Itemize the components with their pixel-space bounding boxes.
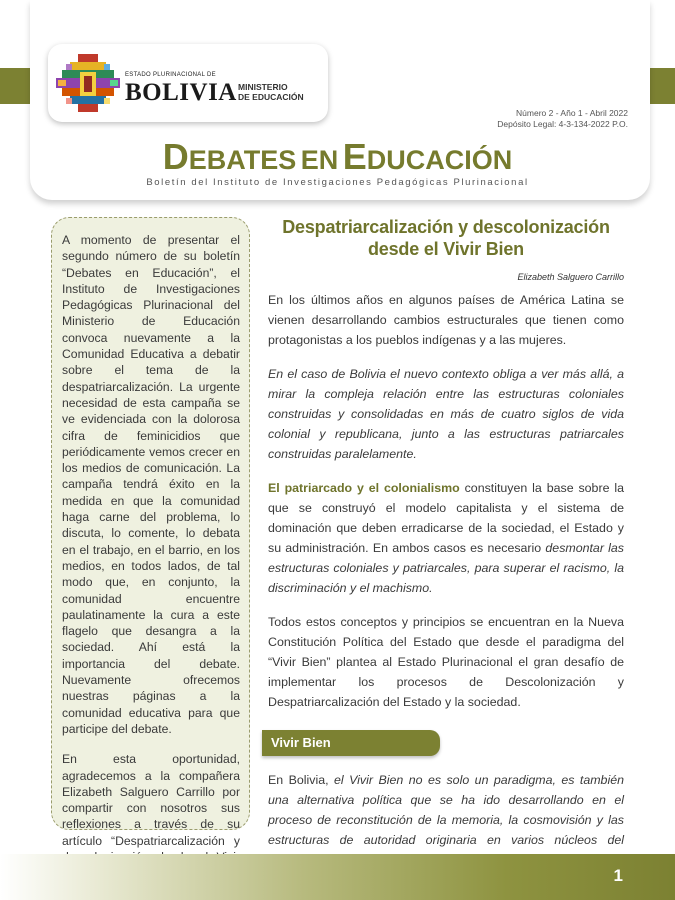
bolivia-emblem-icon [56, 54, 120, 114]
masthead-word3: DUCACIÓN [366, 145, 513, 175]
article-title-line1: Despatriarcalización y descolonización [282, 217, 610, 237]
masthead-title [0, 136, 675, 178]
article-title-line2: desde el Vivir Bien [368, 239, 524, 259]
article-author: Elizabeth Salguero Carrillo [517, 272, 624, 282]
masthead-word2: EN [300, 145, 339, 175]
footer-band [0, 854, 675, 900]
article-paragraph-1: En los últimos años en algunos países de América Latina se vienen desarrollando cambios estructurales que tienen como protagonistas a los pueblos indígenas y a las mujeres. [268, 293, 624, 347]
paragraph-5-text: En Bolivia, [268, 773, 335, 787]
country-name: BOLIVIA [125, 79, 237, 106]
editorial-sidebar [51, 217, 250, 848]
section-heading-vivir-bien: Vivir Bien [262, 730, 440, 756]
paragraph-5-italic: el Vivir Bien no es solo un paradigma, es también una alternativa política que se ha ido desarrollando en el proceso de reconstitución de la memoria, la cosmovisión y las estructuras de autoridad originaria en varios núcleos del [268, 773, 624, 847]
article-paragraph-4: Todos estos conceptos y principios se encuentran en la Nueva Constitución Política del Estado que desde el paradigma del “Vivir Bien” plantea al Estado Plurinacional el gran desafío de implementar los procesos de Descolonización y Despatriarcalización del Estado y la sociedad. [268, 615, 624, 709]
article-paragraph-3 [268, 478, 624, 598]
page-number: 1 [613, 866, 623, 885]
estado-label: ESTADO PLURINACIONAL DE [125, 72, 216, 78]
paragraph-3-italic: desmontar las estructuras coloniales y patriarcales, para superar el racismo, la discriminación y el machismo. [268, 541, 624, 595]
ministry-name [238, 82, 304, 102]
issue-info [497, 108, 628, 130]
article-paragraph-2: En el caso de Bolivia el nuevo contexto obliga a ver más allá, a mirar la compleja relación entre las estructuras coloniales construidas y consolidadas en más de cuatro siglos de vida colonial y republicana, junto a las estructuras patriarcales construidas paralelamente. [268, 367, 624, 461]
masthead-subtitle: Boletín del Instituto de Investigaciones Pedagógicas Plurinacional [146, 177, 529, 188]
article-title [268, 216, 624, 260]
ministry-line2: DE EDUCACIÓN [238, 92, 304, 102]
paragraph-3-text: constituyen la base sobre la que se construyó el modelo capitalista y el sistema de dominación que deben erradicarse de la sociedad, el Estado y su administración. En ambos casos es necesario [268, 481, 625, 555]
masthead-cap-e: E [342, 136, 367, 177]
ministry-line1: MINISTERIO [238, 82, 288, 92]
logo-card [48, 44, 328, 122]
highlight-text: El patriarcado y el colonialismo [268, 481, 460, 495]
article [268, 216, 624, 870]
issue-number: Número 2 - Año 1 - Abril 2022 [516, 108, 628, 118]
legal-deposit: Depósito Legal: 4-3-134-2022 P.O. [497, 119, 628, 129]
sidebar-paragraph-2: En esta oportunidad, agradecemos a la compañera Elizabeth Salguero Carrillo por compartir con nosotros sus reflexiones a través de su artículo “Despatriarcalización y [62, 752, 240, 848]
masthead-word1: EBATES [188, 145, 297, 175]
sidebar-paragraph-1: A momento de presentar el segundo número de su boletín “Debates en Educación”, el Instituto de Investigaciones Pedagógicas Plurinacional del Ministerio de Educación convoca nuevamente a la Comunidad Educativa a debatir sobre el tema de la despatriarcalización. La urgente necesidad de esta campaña se ve evidenciada con la dolorosa cifra de feminicidios que periódicamente vemos crecer en los medios de comunicación. La campaña tendrá éxito en la medida en que la comunidad haga carne del problema, lo discuta, lo comente, lo debata en el trabajo, en el barrio, en los medios, en todos lados, de tal modo que, en conjunto, la comunidad encuentre paulatinamente la cura a este flagelo que desangra a la sociedad. Ahí está la importancia del debate. Nuevamente ofrecemos nuestras páginas a la comunidad educativa para que participe del debate. [62, 233, 240, 736]
masthead-cap-d: D [162, 136, 189, 177]
